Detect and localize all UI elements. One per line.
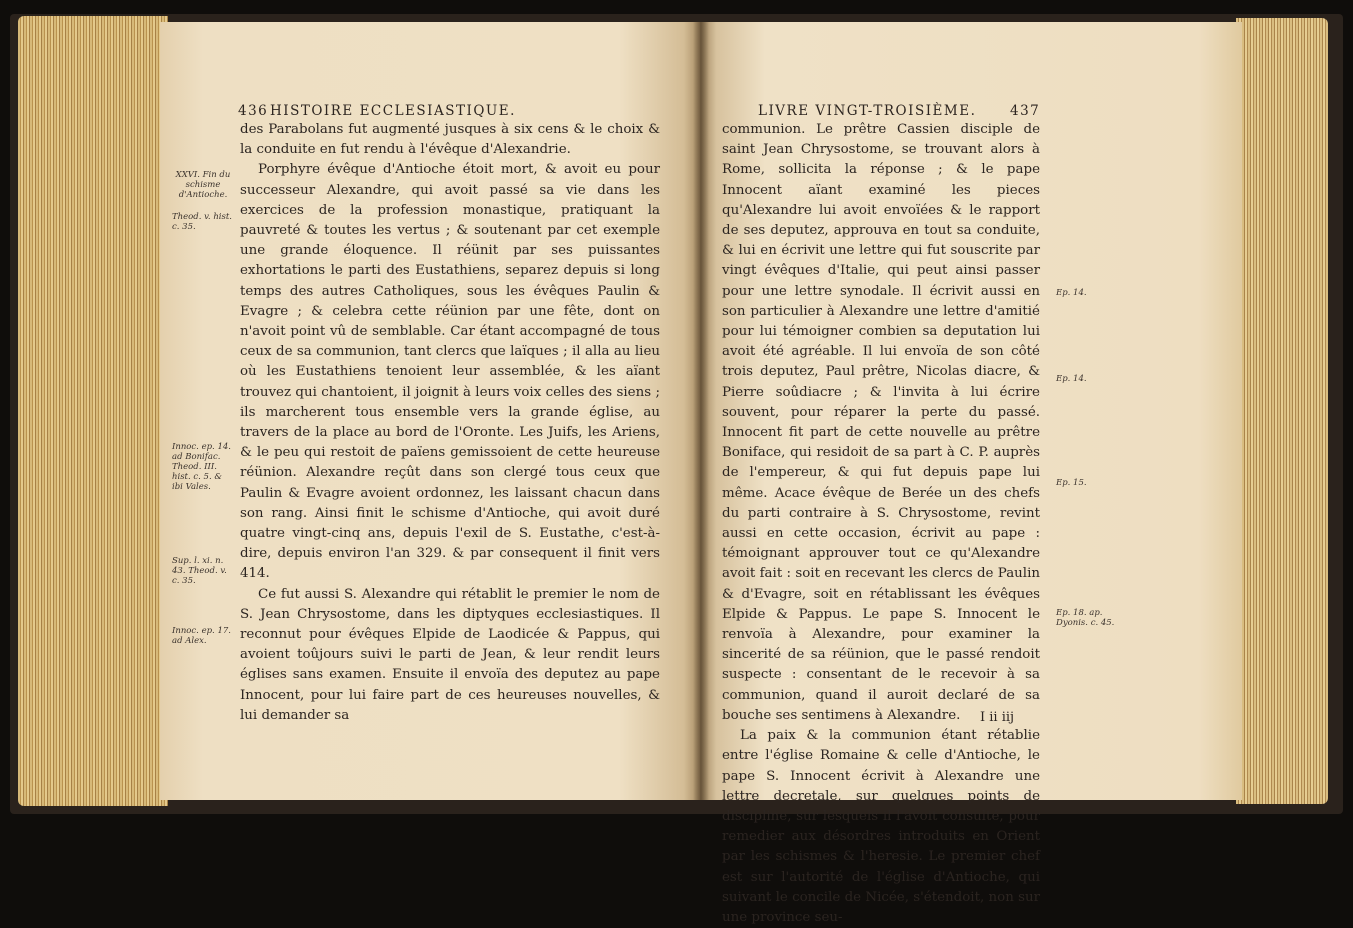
left-body-text: [240, 120, 660, 726]
right-margin-note-2: Ep. 14.: [1056, 374, 1087, 384]
left-margin-note-2: Theod. v. hist. c. 35.: [172, 212, 233, 232]
left-paragraph-2: Porphyre évêque d'Antioche étoit mort, & avoit eu pour successeur Alexandre, qui avoit passé sa vie dans les exercices de la profession monastique, pratiquant la pauvreté & toutes les vertus ; & soutenant par cet exemple une grande éloquence. Il réünit par ses puissantes exhortations le parti des Eustathiens, separez depuis si long temps des autres Catholiques, sous les évêques Paulin & Evagre ; & celebra cette réünion par une fête, dont on n'avoit point vû de semblable. Car étant accompagné de tous ceux de sa communion, tant clercs que laïques ; il alla au lieu où les Eustathiens tenoient leur assemblée, & les aïant trouvez qui chantoient, il joignit à leurs voix celles des siens ; ils marcherent tous ensemble vers la grande église, au travers de la place au bord de l'Oronte. Les Juifs, les Ariens, & le peu qui restoit de païens gemissoient de cette heureuse réünion. Alexandre reçût dans son clergé tous ceux que Paulin & Evagre avoient ordonnez, les laissant chacun dans son rang. Ainsi finit le schisme d'Antioche, qui avoit duré quatre vingt-cinq ans, depuis l'exil de S. Eustathe, c'est-à-dire, depuis environ l'an 329. & par consequent il finit vers 414.: [240, 162, 660, 582]
signature-mark: I ii iij: [980, 710, 1015, 725]
left-margin-note-5: Innoc. ep. 17. ad Alex.: [172, 626, 231, 646]
right-paragraph-2: La paix & la communion étant rétablie entre l'église Romaine & celle d'Antioche, le pape S. Innocent écrivit à Alexandre une lettre decretale, sur quelques points de discipline, sur lesquels il l'avoit consulté, pour remedier aux désordres introduits en Orient par les schismes & l'heresie. Le premier chef est sur l'autorité de l'église d'Antioche, qui suivant le concile de Nicée, s'étendoit, non sur une province seu-: [722, 728, 1040, 925]
left-margin-note-4: Sup. l. xi. n. 43. Theod. v. c. 35.: [172, 556, 227, 586]
right-running-title: LIVRE VINGT-TROISIÈME.: [758, 103, 977, 119]
right-margin-note-1: Ep. 14.: [1056, 288, 1087, 298]
page-edges-right: [1236, 18, 1328, 804]
book-gutter: [693, 22, 709, 800]
left-running-title: HISTOIRE ECCLESIASTIQUE.: [270, 103, 516, 119]
page-edges-left: [18, 16, 168, 806]
left-page: [160, 22, 700, 800]
left-page-number: 436: [238, 103, 269, 119]
left-margin-note-1: XXVI. Fin du schisme d'Antioche.: [175, 170, 231, 200]
right-paragraph-1: communion. Le prêtre Cassien disciple de saint Jean Chrysostome, se trouvant alors à Rome, sollicita la réponse ; & le pape Innocent aïant examiné les pieces qu'Alexandre lui avoit envoïées & le rapport de ses deputez, approuva en tout sa conduite, & lui en écrivit une lettre qui fut souscrite par vingt évêques d'Italie, qui peut ainsi passer pour une lettre synodale. Il écrivit aussi en son particulier à Alexandre une lettre d'amitié pour lui témoigner combien sa deputation lui avoit été agréable. Il lui envoïa de son côté trois deputez, Paul prêtre, Nicolas diacre, & Pierre soûdiacre ; & l'invita à lui écrire souvent, pour réparer la perte du passé. Innocent fit part de cette nouvelle au prêtre Boniface, qui residoit de sa part à C. P. auprès de l'empereur, & qui fut depuis pape lui même. Acace évêque de Berée un des chefs du parti contraire à S. Chrysostome, revint aussi en cette occasion, écrivit au pape : témoignant approuver tout ce qu'Alexandre avoit fait : soit en recevant les clercs de Paulin & d'Evagre, soit en rétablissant les évêques Elpide & Pappus. Le pape S. Innocent le renvoïa à Alexandre, pour examiner la sincerité de sa réünion, que le passé rendoit suspecte : consentant de le recevoir à sa communion, quand il auroit declaré de sa bouche ses sentimens à Alexandre.: [722, 122, 1040, 723]
right-margin-note-4: Ep. 18. ap. Dyonis. c. 45.: [1056, 608, 1115, 628]
right-page: [700, 22, 1242, 925]
left-paragraph-1: des Parabolans fut augmenté jusques à six cens & le choix & la conduite en fut rendu à l'évêque d'Alexandrie.: [240, 122, 660, 158]
right-page-number: 437: [1010, 103, 1041, 119]
left-paragraph-3: Ce fut aussi S. Alexandre qui rétablit le premier le nom de S. Jean Chrysostome, dans les diptyques ecclesiastiques. Il reconnut pour évêques Elpide de Laodicée & Pappus, qui avoient toûjours suivi le parti de Jean, & leur rendit leurs églises sans examen. Ensuite il envoïa des deputez au pape Innocent, pour lui faire part de ces heureuses nouvelles, & lui demander sa: [240, 586, 660, 723]
right-margin-note-3: Ep. 15.: [1056, 478, 1087, 488]
right-body-text: [722, 120, 1040, 928]
left-margin-note-3: Innoc. ep. 14. ad Bonifac. Theod. III. hist. c. 5. & ibi Vales.: [172, 442, 231, 492]
